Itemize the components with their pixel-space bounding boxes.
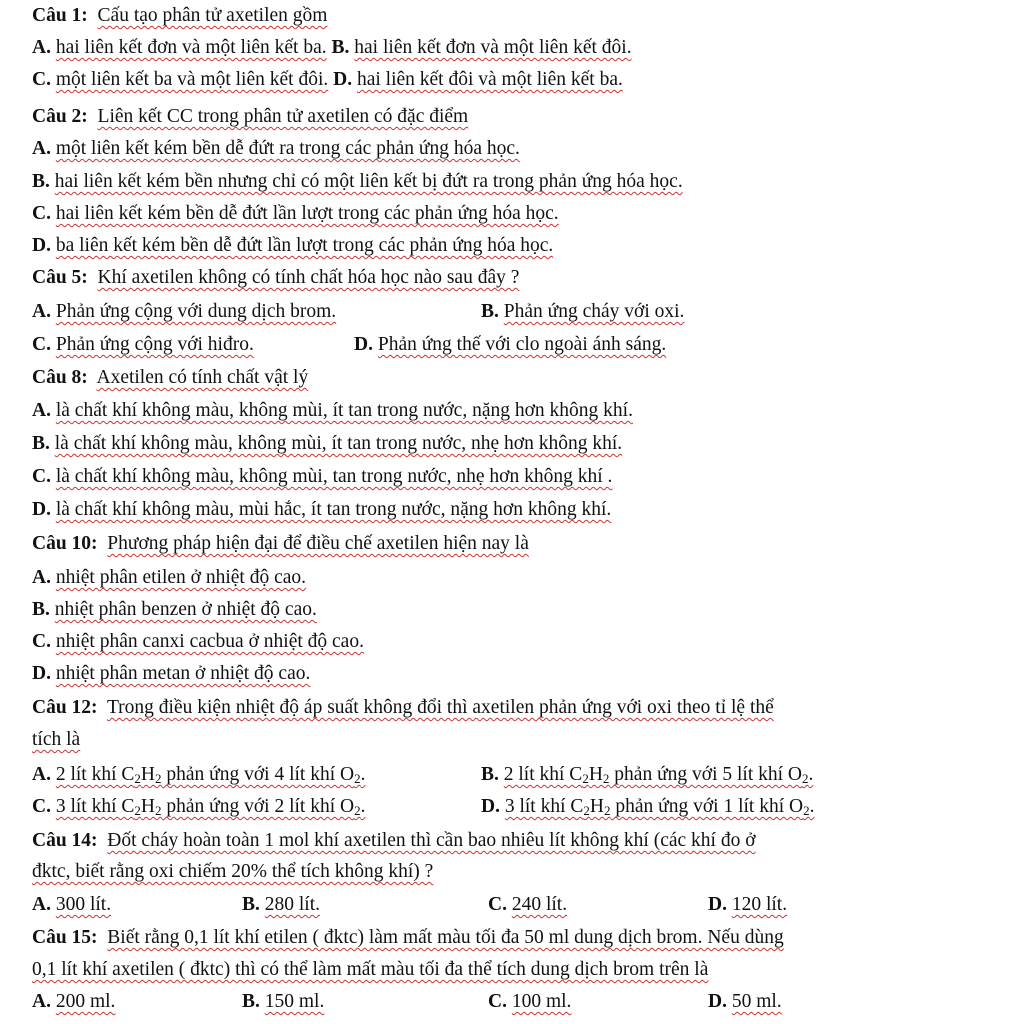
- option-text: hai liên kết kém bền nhưng chỉ có một liên kết bị đứt ra trong phản ứng hóa học.: [54, 171, 683, 192]
- option-row: [32, 562, 1002, 594]
- question-text: Axetilen có tính chất vật lý: [96, 367, 309, 388]
- option-key: B.: [32, 433, 50, 454]
- option-row: [32, 395, 1002, 427]
- question-text: tích là: [32, 729, 81, 750]
- option-key: B.: [32, 171, 50, 192]
- option-key: C.: [32, 334, 51, 355]
- option-text: một liên kết ba và một liên kết đôi.: [55, 69, 329, 90]
- option-row: [32, 494, 1002, 526]
- option-key: B.: [481, 301, 499, 322]
- option-row: [32, 133, 1002, 165]
- option-key: A.: [32, 301, 51, 322]
- question-text-continued: [32, 724, 1002, 756]
- option-row: [32, 198, 1002, 230]
- option-row: [32, 594, 1002, 626]
- option-key: A.: [32, 567, 51, 588]
- question-label: Câu 14:: [32, 830, 98, 851]
- question-label: Câu 12:: [32, 697, 98, 718]
- option-key: D.: [708, 991, 727, 1012]
- option-key: A.: [32, 894, 51, 915]
- option-text: 3 lít khí $C_2H_2$ phản ứng với 1 lít khí $O_2$.: [504, 796, 815, 818]
- question-label: Câu 10:: [32, 533, 98, 554]
- option-row: [32, 32, 1002, 64]
- option-key: C.: [32, 796, 51, 817]
- option-row: [32, 230, 1002, 262]
- option-key: A.: [32, 764, 51, 785]
- option-key: D.: [481, 796, 500, 817]
- question-15: [32, 922, 1002, 954]
- question-label: Câu 15:: [32, 927, 98, 948]
- option-key: C.: [488, 894, 507, 915]
- option-text: là chất khí không màu, không mùi, ít tan trong nước, nhẹ hơn không khí.: [54, 433, 623, 454]
- option-key: A.: [32, 138, 51, 159]
- question-text: đktc, biết rằng oxi chiếm 20% thể tích không khí) ?: [32, 861, 434, 882]
- option-text: 120 lít.: [731, 894, 788, 915]
- option-key: B.: [481, 764, 499, 785]
- option-text: hai liên kết đơn và một liên kết đôi.: [354, 37, 632, 58]
- question-text: 0,1 lít khí axetilen ( đktc) thì có thể làm mất màu tối đa thể tích dung dịch brom trên là: [32, 959, 709, 980]
- option-row: [32, 329, 1002, 361]
- option-text: nhiệt phân benzen ở nhiệt độ cao.: [54, 599, 317, 620]
- option-key: C.: [32, 466, 51, 487]
- option-text: Phản ứng thế với clo ngoài ánh sáng.: [377, 334, 667, 355]
- option-key: A.: [32, 991, 51, 1012]
- option-text: ba liên kết kém bền dễ đứt lần lượt trong các phản ứng hóa học.: [55, 235, 554, 256]
- option-text: 150 ml.: [264, 991, 325, 1012]
- option-text: 2 lít khí $C_2H_2$ phản ứng với 4 lít khí $O_2$.: [55, 764, 366, 786]
- option-key: D.: [32, 235, 51, 256]
- option-row: [32, 626, 1002, 658]
- option-row: [32, 64, 1002, 96]
- option-key: D.: [708, 894, 727, 915]
- option-key: C.: [488, 991, 507, 1012]
- question-text: Đốt cháy hoàn toàn 1 mol khí axetilen thì cần bao nhiêu lít không khí (các khí đo ở: [107, 830, 756, 851]
- option-key: D.: [333, 69, 353, 90]
- question-text: Khí axetilen không có tính chất hóa học nào sau đây ?: [97, 267, 520, 288]
- question-1: [32, 0, 1002, 32]
- option-text: nhiệt phân canxi cacbua ở nhiệt độ cao.: [55, 631, 364, 652]
- option-key: C.: [32, 203, 51, 224]
- question-text: Biết rằng 0,1 lít khí etilen ( đktc) làm mất màu tối đa 50 ml dung dịch brom. Nếu dùng: [107, 927, 784, 948]
- option-text: là chất khí không màu, mùi hắc, ít tan trong nước, nặng hơn không khí.: [55, 499, 612, 520]
- question-label: Câu 1:: [32, 5, 88, 26]
- option-text: Phản ứng cộng với dung dịch brom.: [55, 301, 337, 322]
- option-text: nhiệt phân etilen ở nhiệt độ cao.: [55, 567, 307, 588]
- option-row: [32, 296, 1002, 328]
- option-key: A.: [32, 37, 51, 58]
- option-text: một liên kết kém bền dễ đứt ra trong các phản ứng hóa học.: [55, 138, 520, 159]
- question-label: Câu 8:: [32, 367, 88, 388]
- option-key: B.: [242, 894, 260, 915]
- option-key: D.: [354, 334, 373, 355]
- question-12: [32, 692, 1002, 724]
- option-key: B.: [242, 991, 260, 1012]
- question-5: [32, 262, 1002, 294]
- question-10: [32, 528, 1002, 560]
- option-text: 100 ml.: [511, 991, 572, 1012]
- question-label: Câu 5:: [32, 267, 88, 288]
- option-row: [32, 889, 1002, 921]
- option-text: Phản ứng cháy với oxi.: [503, 301, 685, 322]
- option-key: D.: [32, 663, 51, 684]
- option-text: 280 lít.: [264, 894, 321, 915]
- question-text: Trong điều kiện nhiệt độ áp suất không đổi thì axetilen phản ứng với oxi theo tỉ lệ thể: [106, 697, 774, 718]
- question-8: [32, 362, 1002, 394]
- option-row: [32, 986, 1002, 1018]
- option-key: B.: [32, 599, 50, 620]
- question-text-continued: [32, 954, 1002, 986]
- option-text: là chất khí không màu, không mùi, ít tan trong nước, nặng hơn không khí.: [55, 400, 633, 421]
- question-text: Phương pháp hiện đại để điều chế axetilen hiện nay là: [107, 533, 529, 554]
- option-text: 240 lít.: [511, 894, 568, 915]
- question-label: Câu 2:: [32, 106, 88, 127]
- option-row: [32, 428, 1002, 460]
- option-text: 300 lít.: [55, 894, 112, 915]
- option-text: 2 lít khí $C_2H_2$ phản ứng với 5 lít khí $O_2$.: [503, 764, 814, 786]
- option-row: [32, 759, 1002, 791]
- question-14: [32, 825, 1002, 857]
- option-row: [32, 791, 1002, 823]
- option-key: C.: [32, 631, 51, 652]
- option-row: [32, 166, 1002, 198]
- option-text: hai liên kết đôi và một liên kết ba.: [356, 69, 623, 90]
- option-text: 50 ml.: [731, 991, 782, 1012]
- option-key: A.: [32, 400, 51, 421]
- question-text-continued: [32, 856, 1002, 888]
- option-key: C.: [32, 69, 51, 90]
- option-row: [32, 461, 1002, 493]
- option-row: [32, 658, 1002, 690]
- option-text: nhiệt phân metan ở nhiệt độ cao.: [55, 663, 311, 684]
- option-text: là chất khí không màu, không mùi, tan trong nước, nhẹ hơn không khí .: [55, 466, 613, 487]
- question-text: Liên kết CC trong phân tử axetilen có đặc điểm: [97, 106, 469, 127]
- option-key: D.: [32, 499, 51, 520]
- option-key: B.: [331, 37, 350, 58]
- question-2: [32, 101, 1002, 133]
- option-text: 200 ml.: [55, 991, 116, 1012]
- option-text: hai liên kết đơn và một liên kết ba.: [55, 37, 327, 58]
- option-text: Phản ứng cộng với hiđro.: [55, 334, 254, 355]
- option-text: 3 lít khí $C_2H_2$ phản ứng với 2 lít khí $O_2$.: [55, 796, 366, 818]
- option-text: hai liên kết kém bền dễ đứt lần lượt trong các phản ứng hóa học.: [55, 203, 559, 224]
- question-text: Cấu tạo phân tử axetilen gồm: [97, 5, 328, 26]
